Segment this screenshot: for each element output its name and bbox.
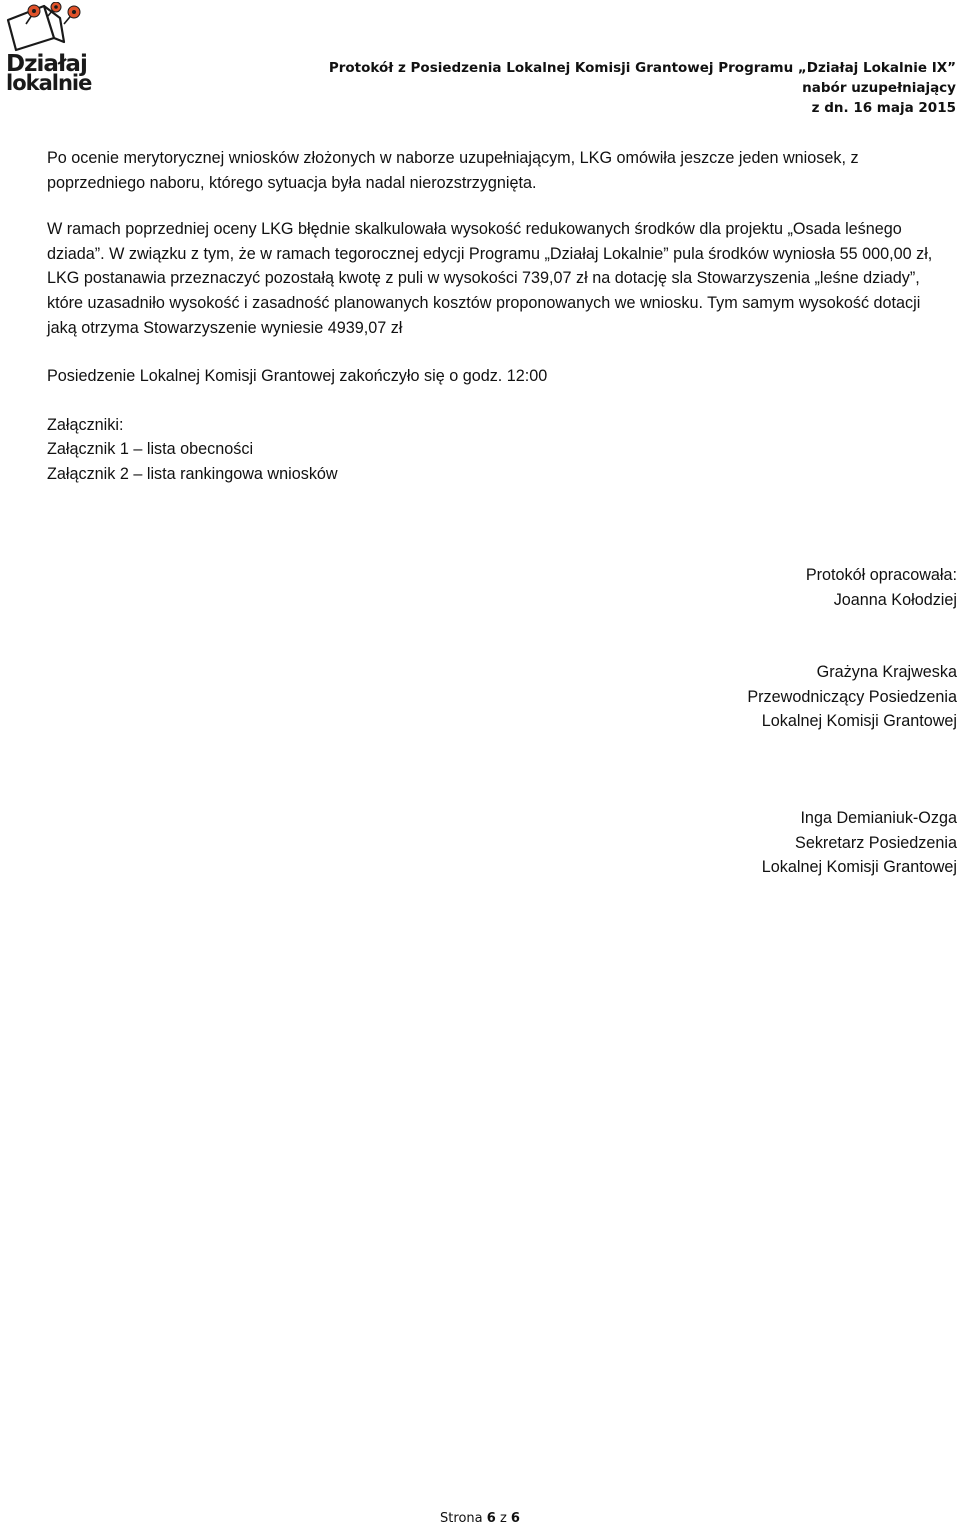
logo-flowers-icon <box>4 2 82 57</box>
document-body <box>47 146 947 487</box>
attachment-item: Załącznik 2 – lista rankingowa wniosków <box>47 464 338 483</box>
logo-word-dzialaj: Działaj <box>6 51 87 77</box>
page-footer <box>0 1511 960 1526</box>
attachments-label: Załączniki: <box>47 415 124 434</box>
signature-name: Inga Demianiuk-Ozga <box>800 809 957 827</box>
signature-role: Protokół opracowała: <box>805 566 957 584</box>
paragraph-grant-correction: W ramach poprzedniej oceny LKG błędnie skalkulowała wysokość redukowanych środków dla projektu „Osada leśnego dziada”. W związku z tym, że w ramach tegorocznej edycji Programu „Działaj Lokalnie” pula środków wyniosła 55 000,00 zł, LKG postanawia przeznaczyć pozostałą kwotę z puli w wysokości 739,07 zł na dotację sla Stowarzyszenia „leśne dziady”, które uzasadniło wysokość i zasadność planowanych kosztów proponowanych we wniosku. Tym samym wysokość dotacji jaką otrzyma Stowarzyszenie wyniesie 4939,07 zł <box>47 220 933 337</box>
signature-role: Sekretarz Posiedzenia <box>795 833 957 852</box>
page-label: Strona <box>440 1511 483 1526</box>
document-header <box>329 58 956 118</box>
paragraph-review: Po ocenie merytorycznej wniosków złożonych w naborze uzupełniającym, LKG omówiła jeszcze jeden wniosek, z poprzedniego naboru, którego sytuacja była nadal nierozstrzygnięta. <box>47 149 859 192</box>
page-number: 6 <box>486 1511 496 1526</box>
header-subtitle: nabór uzupełniający <box>802 80 956 96</box>
signature-block-author <box>806 563 957 612</box>
signature-role: Lokalnej Komisji Grantowej <box>761 858 957 877</box>
signature-name: Grażyna Krajweska <box>816 663 957 681</box>
signature-role: Przewodniczący Posiedzenia <box>747 687 957 706</box>
page-total: 6 <box>510 1511 520 1526</box>
signature-name: Joanna Kołodziej <box>833 590 957 609</box>
signature-role: Lokalnej Komisji Grantowej <box>761 712 957 731</box>
header-date: z dn. 16 maja 2015 <box>811 100 956 116</box>
paragraph-closing: Posiedzenie Lokalnej Komisji Grantowej zakończyło się o godz. 12:00 <box>47 367 548 386</box>
logo-word-lokalnie: lokalnie <box>6 71 92 95</box>
dzialaj-lokalnie-logo <box>4 2 92 97</box>
page-separator: z <box>499 1511 507 1526</box>
signature-block-chair <box>747 660 957 734</box>
signature-block-secretary <box>762 806 957 880</box>
attachment-item: Załącznik 1 – lista obecności <box>47 440 254 459</box>
header-title: Protokół z Posiedzenia Lokalnej Komisji Grantowej Programu „Działaj Lokalnie IX” <box>328 60 956 76</box>
